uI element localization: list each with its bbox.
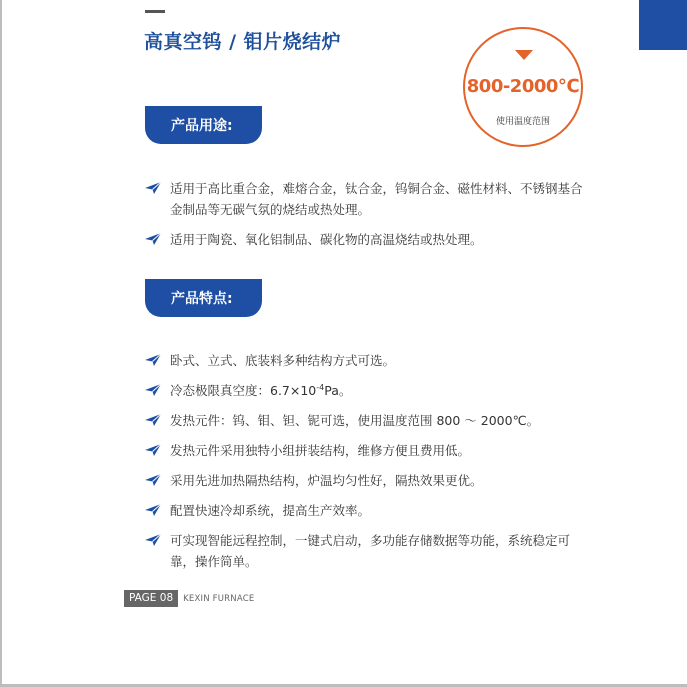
feature-item-text: 发热元件采用独特小组拼装结构，维修方便且费用低。 (170, 443, 471, 458)
page-title: 高真空钨 / 钼片烧结炉 (144, 31, 342, 53)
feature-item-text: 采用先进加热隔热结构，炉温均匀性好，隔热效果更优。 (170, 473, 483, 488)
paper-plane-arrow-icon (145, 503, 161, 517)
feature-item-text: 配置快速冷却系统，提高生产效率。 (170, 503, 371, 518)
page-left-edge (0, 0, 2, 687)
paper-plane-arrow-icon (145, 181, 161, 195)
paper-plane-arrow-icon (145, 473, 161, 487)
down-triangle-icon (515, 50, 533, 60)
paper-plane-arrow-icon (145, 232, 161, 246)
usage-heading (145, 106, 262, 144)
feature-item-text: 可实现智能远程控制，一键式启动，多功能存储数据等功能，系统稳定可靠，操作简单。 (170, 533, 571, 569)
temperature-badge (463, 27, 583, 147)
feature-item-text (170, 380, 585, 401)
usage-item-text: 适用于高比重合金，难熔合金，钛合金，钨铜合金、磁性材料、不锈钢基合金制品等无碳气氛的烧结或热处理。 (170, 181, 583, 217)
temperature-value: 800-2000℃ (466, 76, 580, 97)
feature-item-text: 发热元件：钨、钼、钽、铌可选，使用温度范围 800 ～ 2000℃。 (170, 413, 540, 428)
brand-name: KEXIN FURNACE (183, 593, 255, 604)
features-heading (145, 279, 262, 317)
paper-plane-arrow-icon (145, 533, 161, 547)
page-number: PAGE 08 (124, 590, 178, 607)
feature-item-text: 卧式、立式、底装料多种结构方式可选。 (170, 353, 396, 368)
paper-plane-arrow-icon (145, 383, 161, 397)
usage-heading-text: 产品用途: (171, 118, 233, 134)
vacuum-text: 冷态极限真空度：6.7×10 (170, 383, 317, 398)
page-footer (124, 590, 254, 607)
paper-plane-arrow-icon (145, 443, 161, 457)
paper-plane-arrow-icon (145, 413, 161, 427)
paper-plane-arrow-icon (145, 353, 161, 367)
title-dash (145, 10, 165, 13)
usage-item-text: 适用于陶瓷、氧化铝制品、碳化物的高温烧结或热处理。 (170, 232, 483, 247)
temperature-label: 使用温度范围 (495, 117, 550, 127)
corner-accent-block (639, 0, 687, 50)
vacuum-unit: Pa。 (324, 383, 352, 398)
features-heading-text: 产品特点: (171, 291, 233, 307)
vacuum-exponent: -4 (316, 382, 325, 392)
